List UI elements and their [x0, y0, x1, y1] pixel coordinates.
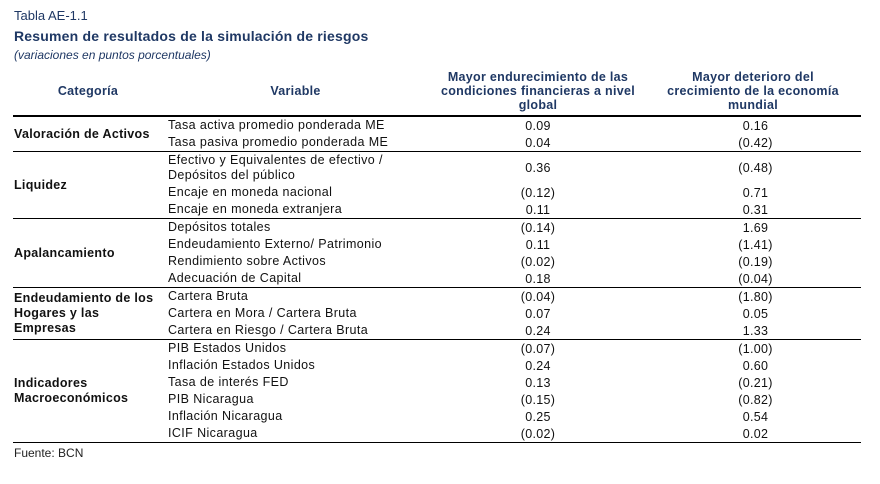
- value-col1: 0.11: [525, 202, 551, 217]
- value-col2: 1.69: [742, 220, 769, 235]
- group-name: Endeudamiento de los Hogares y las Empresas: [14, 291, 154, 335]
- variable-cell: Cartera Bruta: [168, 289, 249, 303]
- variable-cell: Tasa de interés FED: [168, 375, 289, 389]
- table-row: [13, 117, 861, 134]
- group-name: Indicadores Macroeconómicos: [14, 376, 129, 405]
- value-col2: (0.48): [738, 161, 773, 175]
- header-col-deterioro: Mayor deterioro del crecimiento de la economía mundial: [667, 69, 839, 112]
- group-endeudamiento-hogares-empresas: [13, 288, 861, 340]
- value-col2: 1.33: [742, 323, 769, 338]
- variable-cell: Encaje en moneda extranjera: [168, 202, 343, 216]
- value-col2: (1.00): [738, 341, 773, 356]
- table-row: [13, 408, 861, 425]
- table-row: [13, 425, 861, 442]
- value-col2: (0.82): [738, 392, 773, 407]
- value-col2: 0.16: [742, 118, 769, 133]
- variable-cell: Depósitos totales: [168, 220, 271, 234]
- table-row: [13, 219, 861, 236]
- variable-cell: Rendimiento sobre Activos: [168, 254, 326, 268]
- value-col1: 0.07: [525, 306, 551, 321]
- risk-simulation-table: [13, 66, 861, 443]
- value-col1: 0.09: [525, 118, 551, 133]
- table-row: [13, 236, 861, 253]
- header-variable: Variable: [270, 83, 321, 98]
- value-col1: 0.24: [525, 323, 551, 338]
- table-label: Tabla AE-1.1: [14, 8, 88, 23]
- variable-cell: Tasa pasiva promedio ponderada ME: [168, 135, 389, 149]
- value-col2: (0.04): [738, 271, 773, 286]
- table-row: [13, 152, 861, 184]
- table-row: [13, 134, 861, 151]
- group-apalancamiento: [13, 219, 861, 288]
- table-header: [13, 66, 861, 117]
- variable-cell: ICIF Nicaragua: [168, 426, 258, 440]
- group-name: Apalancamiento: [14, 245, 115, 260]
- table-row: [13, 391, 861, 408]
- value-col2: (0.21): [738, 375, 773, 390]
- table-row: [13, 322, 861, 339]
- table-row: [13, 374, 861, 391]
- value-col2: 0.02: [742, 426, 769, 441]
- variable-cell: Endeudamiento Externo/ Patrimonio: [168, 237, 383, 251]
- variable-cell: PIB Nicaragua: [168, 392, 254, 406]
- value-col2: 0.71: [742, 185, 769, 200]
- table-subtitle: (variaciones en puntos porcentuales): [14, 48, 211, 62]
- table-row: [13, 305, 861, 322]
- value-col1: 0.18: [525, 271, 551, 286]
- value-col2: (0.42): [738, 135, 773, 150]
- variable-cell: Inflación Nicaragua: [168, 409, 283, 423]
- value-col1: 0.36: [525, 161, 551, 175]
- table-row: [13, 357, 861, 374]
- value-col1: 0.11: [525, 237, 551, 252]
- table-row: [13, 340, 861, 357]
- value-col1: 0.24: [525, 358, 551, 373]
- variable-cell: Efectivo y Equivalentes de efectivo / Depósitos del público: [168, 153, 383, 182]
- value-col1: (0.14): [520, 220, 556, 235]
- value-col2: (1.80): [738, 289, 773, 304]
- variable-cell: Tasa activa promedio ponderada ME: [168, 118, 385, 132]
- group-name: Valoración de Activos: [14, 126, 150, 141]
- value-col2: 0.54: [742, 409, 769, 424]
- value-col1: (0.12): [520, 185, 556, 200]
- header-col-endurecimiento: Mayor endurecimiento de las condiciones financieras a nivel global: [440, 69, 636, 112]
- table-row: [13, 184, 861, 201]
- value-col1: (0.02): [520, 254, 556, 269]
- value-col1: (0.04): [520, 289, 556, 304]
- variable-cell: Encaje en moneda nacional: [168, 185, 333, 199]
- variable-cell: Cartera en Mora / Cartera Bruta: [168, 306, 357, 320]
- value-col2: 0.31: [742, 202, 769, 217]
- value-col1: 0.13: [525, 375, 551, 390]
- value-col1: (0.02): [520, 426, 556, 441]
- value-col1: 0.04: [525, 135, 551, 150]
- variable-cell: Cartera en Riesgo / Cartera Bruta: [168, 323, 369, 337]
- value-col1: (0.07): [520, 341, 556, 356]
- table-title: Resumen de resultados de la simulación de riesgos: [14, 28, 369, 44]
- header-categoria: Categoría: [57, 83, 119, 98]
- variable-cell: Inflación Estados Unidos: [168, 358, 316, 372]
- table-row: [13, 201, 861, 218]
- value-col2: 0.60: [742, 358, 769, 373]
- table-row: [13, 253, 861, 270]
- value-col1: (0.15): [520, 392, 556, 407]
- group-name: Liquidez: [14, 177, 68, 192]
- group-valoracion-activos: [13, 117, 861, 152]
- value-col1: 0.25: [525, 409, 551, 424]
- value-col2: (1.41): [738, 237, 773, 252]
- group-liquidez: [13, 152, 861, 219]
- value-col2: (0.19): [738, 254, 773, 269]
- variable-cell: Adecuación de Capital: [168, 271, 302, 285]
- variable-cell: PIB Estados Unidos: [168, 341, 287, 355]
- value-col2: 0.05: [742, 306, 769, 321]
- source-note: Fuente: BCN: [14, 446, 84, 460]
- table-row: [13, 270, 861, 287]
- table-row: [13, 288, 861, 305]
- group-indicadores-macroeconomicos: [13, 340, 861, 443]
